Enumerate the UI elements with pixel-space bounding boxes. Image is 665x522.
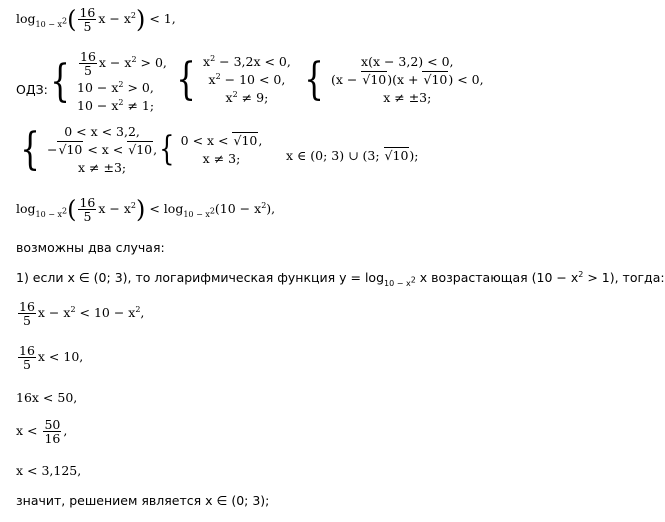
- expr: ,: [63, 423, 68, 438]
- exp: 2: [131, 54, 137, 64]
- expr: < 10 − x: [75, 305, 136, 320]
- system-row: [209, 72, 286, 87]
- case-1-text: [16, 269, 665, 288]
- exp: 2: [261, 200, 267, 210]
- exp: 2: [118, 97, 124, 107]
- log-label: log: [16, 201, 36, 216]
- expr: −: [47, 142, 58, 157]
- fraction-den: 5: [22, 357, 31, 372]
- fraction: [78, 6, 96, 33]
- system-row: [77, 80, 167, 95]
- step-2: [16, 344, 83, 371]
- relation: ≠ 1;: [123, 98, 155, 113]
- exp: 2: [130, 200, 137, 210]
- expr: x ∈ (0; 3) ∪ (3;: [286, 148, 384, 163]
- system-row: [181, 133, 263, 148]
- system-4: [16, 124, 157, 175]
- sqrt: √10: [58, 142, 83, 157]
- expr: > 1), тогда:: [583, 270, 665, 285]
- fraction-den: 5: [83, 63, 92, 78]
- expr: x <: [16, 423, 42, 438]
- fraction-den: 16: [44, 431, 61, 446]
- fraction-num: 16: [80, 49, 96, 64]
- exp: 2: [118, 79, 124, 89]
- system-row: [331, 72, 484, 87]
- system-row: [203, 54, 291, 69]
- radicand: 10: [370, 72, 387, 87]
- log-base-exp: 2: [209, 205, 215, 215]
- log-base-exp: 2: [62, 205, 68, 215]
- log-label: log: [16, 11, 36, 26]
- fraction-den: 5: [83, 209, 92, 224]
- odz-system-3: [300, 54, 484, 105]
- expr: < x <: [83, 142, 128, 157]
- log-base: 10 − x: [384, 278, 411, 288]
- expr: 0 < x <: [180, 132, 233, 148]
- sqrt: √10: [423, 72, 448, 87]
- radicand: 10: [66, 142, 83, 157]
- fraction-num: 16: [79, 5, 96, 20]
- relation: − 10 < 0,: [220, 72, 286, 87]
- relation: < 1,: [145, 11, 176, 26]
- expr: (x −: [331, 72, 362, 87]
- exp: 2: [578, 269, 584, 279]
- brace: {: [20, 123, 40, 175]
- log-base: 10 − x: [35, 209, 63, 219]
- log-base: 10 − x: [35, 19, 63, 29]
- fraction-num: 16: [19, 343, 35, 358]
- expr: 1) если x ∈ (0; 3), то логарифмическая функция y = log: [16, 270, 384, 285]
- fraction: [78, 196, 96, 223]
- relation: ≠ 9;: [237, 90, 269, 105]
- conclusion-text: значит, решением является x ∈ (0; 3);: [16, 493, 270, 508]
- sqrt: √10: [233, 132, 258, 148]
- expr: 10 − x: [77, 98, 119, 113]
- brace: {: [176, 53, 196, 105]
- radicand: 10: [136, 142, 153, 157]
- system-row: [77, 98, 167, 113]
- expr: x − x: [98, 55, 132, 70]
- system-row: x ≠ ±3;: [383, 90, 432, 105]
- sqrt: √10: [128, 142, 153, 157]
- expr: x: [208, 72, 216, 87]
- system-row: [226, 90, 269, 105]
- expr: ),: [266, 201, 276, 216]
- fraction: [18, 300, 36, 327]
- expr: x < 10,: [37, 349, 84, 364]
- expr: 10 − x: [77, 80, 119, 95]
- log-base-exp: 2: [62, 15, 68, 25]
- system-row: 0 < x < 3,2,: [64, 124, 140, 139]
- expr: x возрастающая (10 − x: [415, 270, 579, 285]
- brace: {: [304, 53, 324, 105]
- domain-result: [286, 148, 419, 163]
- step-5: x < 3,125,: [16, 463, 82, 478]
- sqrt: √10: [362, 72, 387, 87]
- step-4: [16, 418, 67, 445]
- odz-label: ОДЗ:: [16, 82, 48, 97]
- expr: ) < 0,: [448, 72, 484, 87]
- exp: 2: [232, 89, 238, 99]
- fraction-den: 5: [83, 19, 92, 34]
- exp: 2: [130, 10, 137, 20]
- brace: {: [159, 129, 175, 169]
- expr: x: [225, 90, 233, 105]
- fraction-den: 5: [22, 313, 31, 328]
- radicand: 10: [392, 148, 409, 163]
- expr: ,: [153, 142, 158, 157]
- expr: x − x: [98, 11, 131, 26]
- expr: );: [409, 148, 419, 163]
- relation: > 0,: [136, 55, 167, 70]
- fraction: [43, 418, 61, 445]
- fraction-num: 50: [44, 417, 61, 432]
- expr: (10 − x: [214, 201, 262, 216]
- log-base-exp: 2: [410, 274, 416, 284]
- log-base: 10 − x: [183, 209, 210, 219]
- system-row: x ≠ 3;: [202, 150, 241, 166]
- fraction-num: 16: [79, 195, 96, 210]
- relation: > 0,: [123, 80, 154, 95]
- fraction-num: 16: [19, 299, 35, 314]
- exp: 2: [215, 71, 221, 81]
- expr: )(x +: [387, 72, 423, 87]
- exp: 2: [70, 304, 76, 314]
- two-cases-text: возможны два случая:: [16, 240, 165, 255]
- odz-system-2: [172, 54, 291, 105]
- radicand: 10: [241, 132, 258, 148]
- step-1: [16, 300, 144, 327]
- relation: − 3,2x < 0,: [215, 54, 291, 69]
- exp: 2: [210, 53, 216, 63]
- odz-system-1: [46, 50, 167, 113]
- radicand: 10: [431, 72, 448, 87]
- expr: x: [203, 54, 211, 69]
- system-row: [47, 142, 157, 157]
- exp: 2: [135, 304, 141, 314]
- expr: ,: [258, 132, 263, 148]
- main-inequality: $\log_{10 - x^2}$( $\frac{16}{5}$ $x - x^2) < 1$,: [16, 5, 176, 34]
- system-row: [77, 50, 167, 77]
- sqrt: √10: [384, 148, 409, 163]
- expr: ,: [140, 305, 145, 320]
- step-3: 16x < 50,: [16, 390, 78, 405]
- expr: x − x: [37, 305, 71, 320]
- system-row: x ≠ ±3;: [78, 160, 127, 175]
- fraction: [18, 344, 36, 371]
- system-5: [156, 129, 263, 169]
- inequality-2: $\log_{10 - x^2}$( $\frac{16}{5}$ $x - x^2) < \log_{10 - x^2}(10 - x^2)$,: [16, 195, 276, 224]
- expr: < log: [145, 201, 184, 216]
- brace: {: [50, 55, 70, 107]
- system-row: x(x − 3,2) < 0,: [361, 54, 454, 69]
- expr: x − x: [98, 201, 131, 216]
